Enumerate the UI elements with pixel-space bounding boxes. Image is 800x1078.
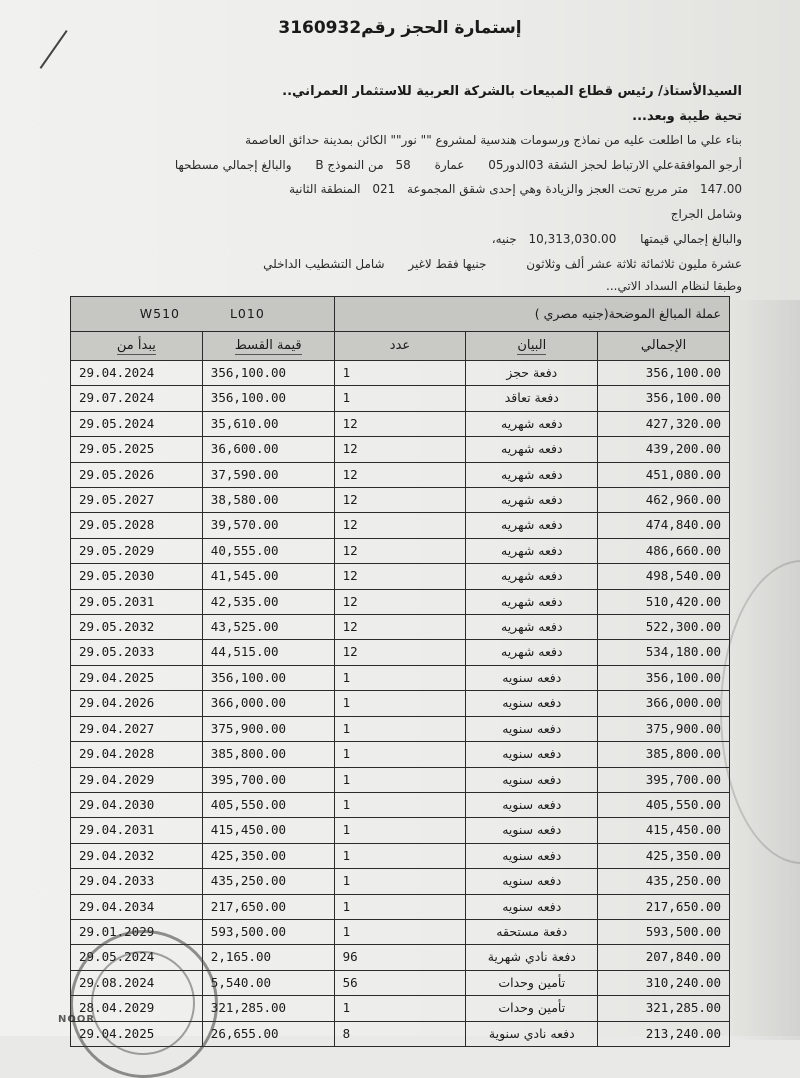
total-cell: 356,100.00 [598, 361, 730, 386]
company-stamp [70, 930, 218, 1078]
col-description: البيان [466, 332, 598, 361]
start-date-cell: 29.04.2025 [71, 665, 203, 690]
company-stamp-inner-ring [91, 951, 195, 1055]
payment-system-line: وطبقا لنظام السداد الاتي... [606, 279, 742, 293]
count-cell: 1 [334, 869, 466, 894]
description-cell: دفعه شهريه [466, 564, 598, 589]
installment-cell: 405,550.00 [202, 792, 334, 817]
installment-cell: 41,545.00 [202, 564, 334, 589]
total-cell: 321,285.00 [598, 996, 730, 1021]
total-cell: 462,960.00 [598, 488, 730, 513]
amount-in-words: عشرة مليون ثلاثمائة ثلاثة عشر ألف وثلاثون [526, 257, 742, 271]
installment-cell: 43,525.00 [202, 615, 334, 640]
installment-cell: 395,700.00 [202, 767, 334, 792]
count-cell: 1 [334, 742, 466, 767]
installment-cell: 35,610.00 [202, 411, 334, 436]
table-row [71, 615, 730, 640]
total-cell: 510,420.00 [598, 589, 730, 614]
count-cell: 1 [334, 716, 466, 741]
installment-cell: 356,100.00 [202, 665, 334, 690]
description-cell: تأمين وحدات [466, 996, 598, 1021]
table-row [71, 462, 730, 487]
start-date-cell: 29.05.2031 [71, 589, 203, 614]
start-date-cell: 29.08.2024 [71, 970, 203, 995]
currency-label: عملة المبالغ الموضحة(جنيه مصري ) [334, 297, 729, 332]
total-cell: 534,180.00 [598, 640, 730, 665]
installment-cell: 37,590.00 [202, 462, 334, 487]
count-cell: 12 [334, 411, 466, 436]
count-cell: 1 [334, 792, 466, 817]
only-text: جنيها فقط لاغير [408, 257, 487, 271]
code-l: L010 [229, 306, 265, 321]
codes-cell [71, 297, 335, 332]
start-date-cell: 29.04.2030 [71, 792, 203, 817]
col-total: الإجمالي [598, 332, 730, 361]
total-cell: 593,500.00 [598, 919, 730, 944]
description-cell: دفعه سنويه [466, 665, 598, 690]
count-cell: 12 [334, 462, 466, 487]
total-cell: 427,320.00 [598, 411, 730, 436]
start-date-cell: 29.04.2028 [71, 742, 203, 767]
count-cell: 1 [334, 996, 466, 1021]
table-row [71, 767, 730, 792]
description-cell: دفعه شهريه [466, 538, 598, 563]
zone-text: المنطقة الثانية [289, 182, 361, 196]
count-cell: 12 [334, 513, 466, 538]
installment-cell: 415,450.00 [202, 818, 334, 843]
total-cell: 415,450.00 [598, 818, 730, 843]
total-cell: 522,300.00 [598, 615, 730, 640]
start-date-cell: 29.05.2032 [71, 615, 203, 640]
start-date-cell: 29.05.2028 [71, 513, 203, 538]
count-cell: 1 [334, 843, 466, 868]
form-title: إستمارة الحجز رقم3160932 [278, 18, 522, 38]
description-cell: دفعه نادي سنوية [466, 1021, 598, 1046]
description-cell: دفعة تعاقد [466, 386, 598, 411]
total-cell: 375,900.00 [598, 716, 730, 741]
greeting-line: تحية طيبة وبعد... [632, 109, 742, 124]
table-row [71, 843, 730, 868]
description-cell: دفعه سنويه [466, 767, 598, 792]
count-cell: 56 [334, 970, 466, 995]
start-date-cell: 29.05.2027 [71, 488, 203, 513]
table-row [71, 691, 730, 716]
description-cell: دفعه شهريه [466, 589, 598, 614]
description-cell: دفعه سنويه [466, 843, 598, 868]
count-cell: 12 [334, 538, 466, 563]
description-cell: دفعه شهريه [466, 488, 598, 513]
area-value: 147.00 [700, 182, 742, 196]
table-currency-header [71, 297, 730, 332]
start-date-cell: 29.04.2032 [71, 843, 203, 868]
unit-apartment-text: أرجو الموافقةعلي الارتباط لحجز الشقة 03الدور05 [488, 158, 742, 172]
start-date-cell: 29.01.2029 [71, 919, 203, 944]
total-cell: 474,840.00 [598, 513, 730, 538]
table-row [71, 411, 730, 436]
table-row [71, 818, 730, 843]
count-cell: 1 [334, 665, 466, 690]
intro-line: بناء علي ما اطلعت عليه من نماذج ورسومات هندسية لمشروع "" نور"" الكائن بمدينة حدائق العاصمة [245, 133, 742, 147]
start-date-cell: 28.04.2029 [71, 996, 203, 1021]
installment-cell: 375,900.00 [202, 716, 334, 741]
table-row [71, 894, 730, 919]
installment-cell: 36,600.00 [202, 437, 334, 462]
installment-cell: 435,250.00 [202, 869, 334, 894]
count-cell: 12 [334, 437, 466, 462]
total-cell: 425,350.00 [598, 843, 730, 868]
table-row [71, 589, 730, 614]
start-date-cell: 29.04.2026 [71, 691, 203, 716]
description-cell: دفعه سنويه [466, 818, 598, 843]
model-text: من النموذج B [315, 158, 384, 172]
start-date-cell: 29.04.2024 [71, 361, 203, 386]
total-cell: 310,240.00 [598, 970, 730, 995]
table-row [71, 386, 730, 411]
installment-cell: 26,655.00 [202, 1021, 334, 1046]
count-cell: 1 [334, 919, 466, 944]
installment-cell: 38,580.00 [202, 488, 334, 513]
start-date-cell: 29.07.2024 [71, 386, 203, 411]
total-cell: 356,100.00 [598, 665, 730, 690]
start-date-cell: 29.05.2024 [71, 411, 203, 436]
description-cell: دفعه سنويه [466, 691, 598, 716]
table-row [71, 665, 730, 690]
table-row [71, 792, 730, 817]
col-start-date: يبدأ من [71, 332, 203, 361]
installment-cell: 217,650.00 [202, 894, 334, 919]
building-number: 58 [395, 158, 411, 172]
start-date-cell: 29.05.2030 [71, 564, 203, 589]
description-cell: دفعه سنويه [466, 792, 598, 817]
finishing-text: شامل التشطيب الداخلي [263, 257, 385, 271]
table-row [71, 869, 730, 894]
installment-cell: 39,570.00 [202, 513, 334, 538]
count-cell: 12 [334, 640, 466, 665]
count-cell: 1 [334, 361, 466, 386]
installment-cell: 42,535.00 [202, 589, 334, 614]
start-date-cell: 29.05.2025 [71, 437, 203, 462]
description-cell: دفعه شهريه [466, 513, 598, 538]
count-cell: 12 [334, 615, 466, 640]
installment-cell: 425,350.00 [202, 843, 334, 868]
description-cell: دفعه شهريه [466, 640, 598, 665]
total-cell: 213,240.00 [598, 1021, 730, 1046]
total-cell: 405,550.00 [598, 792, 730, 817]
total-cell: 395,700.00 [598, 767, 730, 792]
start-date-cell: 29.04.2029 [71, 767, 203, 792]
total-cell: 435,250.00 [598, 869, 730, 894]
area-group-text: متر مربع تحت العجز والزيادة وهي إحدى شقق المجموعة [407, 182, 689, 196]
table-column-header [71, 332, 730, 361]
area-line [289, 182, 742, 196]
count-cell: 1 [334, 691, 466, 716]
table-row [71, 437, 730, 462]
table-row [71, 488, 730, 513]
total-cell: 486,660.00 [598, 538, 730, 563]
start-date-cell: 29.04.2034 [71, 894, 203, 919]
description-cell: دفعه شهريه [466, 411, 598, 436]
addressee-line: السيدالأستاذ/ رئيس قطاع المبيعات بالشركة العربية للاستثمار العمراني.. [282, 84, 742, 99]
description-cell: دفعة مستحقه [466, 919, 598, 944]
table-row [71, 564, 730, 589]
installment-cell: 385,800.00 [202, 742, 334, 767]
count-cell: 1 [334, 767, 466, 792]
table-row [71, 538, 730, 563]
table-row [71, 640, 730, 665]
total-cell: 217,650.00 [598, 894, 730, 919]
installment-cell: 321,285.00 [202, 996, 334, 1021]
total-cell: 385,800.00 [598, 742, 730, 767]
installment-cell: 2,165.00 [202, 945, 334, 970]
description-cell: دفعه سنويه [466, 894, 598, 919]
group-number: 021 [372, 182, 396, 196]
amount-words-line [263, 257, 742, 271]
table-row [71, 513, 730, 538]
installment-cell: 356,100.00 [202, 361, 334, 386]
count-cell: 12 [334, 589, 466, 614]
start-date-cell: 29.05.2024 [71, 945, 203, 970]
description-cell: دفعة حجز [466, 361, 598, 386]
area-label: والبالغ إجمالي مسطحها [174, 158, 292, 172]
count-cell: 1 [334, 894, 466, 919]
start-date-cell: 29.04.2025 [71, 1021, 203, 1046]
total-value-line [492, 232, 742, 246]
installment-cell: 366,000.00 [202, 691, 334, 716]
description-cell: دفعه شهريه [466, 462, 598, 487]
description-cell: دفعه شهريه [466, 615, 598, 640]
code-w: W510 [139, 306, 180, 321]
count-cell: 1 [334, 818, 466, 843]
start-date-cell: 29.05.2026 [71, 462, 203, 487]
start-date-cell: 29.05.2029 [71, 538, 203, 563]
table-row [71, 742, 730, 767]
total-cell: 207,840.00 [598, 945, 730, 970]
table-row [71, 716, 730, 741]
start-date-cell: 29.04.2033 [71, 869, 203, 894]
total-value-label: والبالغ إجمالي قيمتها [640, 232, 742, 246]
building-label: عمارة [434, 158, 465, 172]
count-cell: 12 [334, 564, 466, 589]
count-cell: 1 [334, 386, 466, 411]
installment-cell: 44,515.00 [202, 640, 334, 665]
garage-line: وشامل الجراج [670, 207, 742, 221]
installment-cell: 593,500.00 [202, 919, 334, 944]
start-date-cell: 29.04.2027 [71, 716, 203, 741]
description-cell: دفعه شهريه [466, 437, 598, 462]
start-date-cell: 29.04.2031 [71, 818, 203, 843]
total-cell: 498,540.00 [598, 564, 730, 589]
description-cell: دفعه سنويه [466, 716, 598, 741]
currency-word: جنيه، [491, 232, 517, 246]
installment-cell: 5,540.00 [202, 970, 334, 995]
total-cell: 366,000.00 [598, 691, 730, 716]
description-cell: دفعه سنويه [466, 869, 598, 894]
stamp-label: NOOR [58, 1014, 96, 1025]
count-cell: 8 [334, 1021, 466, 1046]
total-cell: 451,080.00 [598, 462, 730, 487]
table-row [71, 361, 730, 386]
col-installment: قيمة القسط [202, 332, 334, 361]
installment-cell: 356,100.00 [202, 386, 334, 411]
installment-cell: 40,555.00 [202, 538, 334, 563]
count-cell: 96 [334, 945, 466, 970]
description-cell: دفعة نادي شهرية [466, 945, 598, 970]
unit-line [175, 158, 742, 172]
total-cell: 356,100.00 [598, 386, 730, 411]
total-value-amount: 10,313,030.00 [528, 232, 617, 246]
description-cell: تأمين وحدات [466, 970, 598, 995]
count-cell: 12 [334, 488, 466, 513]
total-cell: 439,200.00 [598, 437, 730, 462]
start-date-cell: 29.05.2033 [71, 640, 203, 665]
description-cell: دفعه سنويه [466, 742, 598, 767]
col-count: عدد [334, 332, 466, 361]
